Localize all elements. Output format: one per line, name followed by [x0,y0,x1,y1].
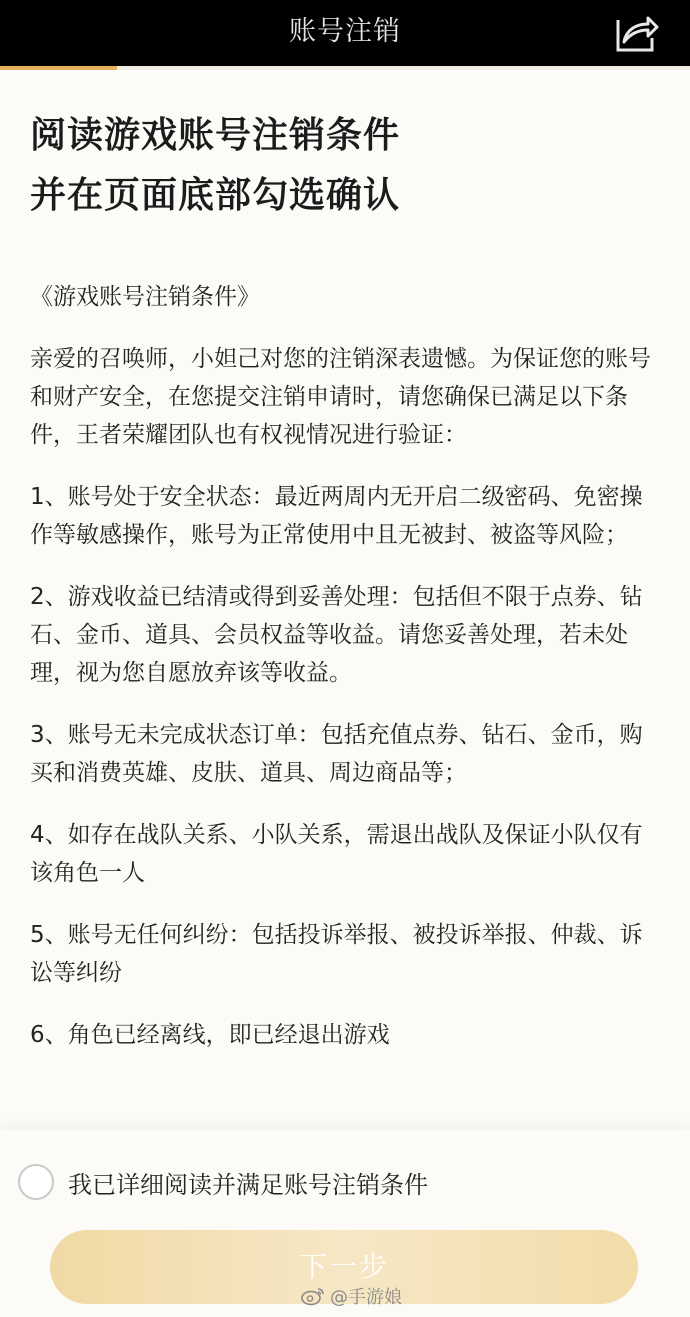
terms-item: 6、角色已经离线，即已经退出游戏 [30,1022,390,1048]
terms-item: 2、游戏收益已结清或得到妥善处理：包括但不限于点券、钻石、金币、道具、会员权益等收益。请您妥善处理，若未处理，视为您自愿放弃该等收益。 [30,584,643,686]
share-export-icon[interactable] [614,10,660,54]
terms-intro: 亲爱的召唤师，小妲己对您的注销深表遗憾。为保证您的账号和财产安全，在您提交注销申请时，请您确保已满足以下条件，王者荣耀团队也有权视情况进行验证： [30,346,651,448]
weibo-icon [300,1286,326,1306]
terms-body [30,278,660,1078]
top-bar [0,0,690,66]
confirm-row[interactable] [18,1160,428,1204]
terms-item: 3、账号无未完成状态订单：包括充值点券、钻石、金币，购买和消费英雄、皮肤、道具、周边商品等； [30,722,643,786]
terms-item: 4、如存在战队关系、小队关系，需退出战队及保证小队仅有该角色一人 [30,822,643,886]
confirm-label[interactable]: 我已详细阅读并满足账号注销条件 [68,1170,428,1199]
terms-item: 1、账号处于安全状态：最近两周内无开启二级密码、免密操作等敏感操作，账号为正常使用中且无被封、被盗等风险； [30,484,643,548]
watermark [300,1283,402,1309]
heading-line-1: 阅读游戏账号注销条件 [30,115,401,156]
terms-scroll-area[interactable] [0,70,690,1130]
terms-doc-title: 《游戏账号注销条件》 [30,284,260,310]
confirm-checkbox[interactable] [18,1164,54,1200]
page-title: 账号注销 [289,16,401,47]
page-heading [30,106,660,226]
heading-line-2: 并在页面底部勾选确认 [30,175,401,216]
terms-item: 5、账号无任何纠纷：包括投诉举报、被投诉举报、仲裁、诉讼等纠纷 [30,922,643,986]
next-step-button[interactable]: 下一步 [50,1230,638,1304]
watermark-text: @手游娘 [330,1287,402,1308]
